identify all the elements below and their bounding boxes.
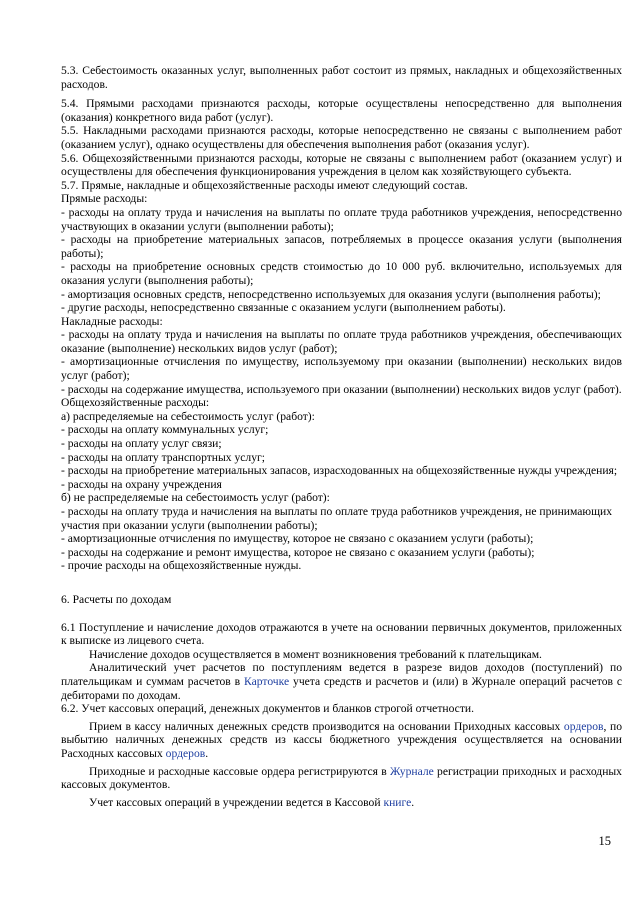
section-6-heading: 6. Расчеты по доходам bbox=[61, 592, 172, 606]
general-costs-subheading-b: б) не распределяемые на себестоимость услуг (работ): bbox=[61, 491, 330, 505]
direct-costs-item: - расходы на приобретение основных средств стоимостью до 10 000 руб. включительно, используемых для оказания услуги (выполнения работы); bbox=[61, 260, 622, 287]
overhead-costs-item: - расходы на содержание имущества, используемого при оказании (выполнении) нескольких видов услуг (работ). bbox=[61, 382, 622, 396]
paragraph-5-7: 5.7. Прямые, накладные и общехозяйственные расходы имеют следующий состав. bbox=[61, 178, 468, 192]
paragraph-5-3: 5.3. Себестоимость оказанных услуг, выполненных работ состоит из прямых, накладных и общехозяйственных расходов. bbox=[61, 64, 622, 91]
general-costs-item: - расходы на оплату услуг связи; bbox=[61, 437, 222, 451]
overhead-costs-item: - расходы на оплату труда и начисления на выплаты по оплате труда работников учреждения, обеспечивающих оказание (выполнение) нескольких видов услуг (работ); bbox=[61, 328, 622, 355]
page-number: 15 bbox=[598, 834, 611, 848]
general-costs-item: - расходы на оплату транспортных услуг; bbox=[61, 450, 265, 464]
general-costs-item: - расходы на содержание и ремонт имущества, которое не связано с оказанием услуги (работы); bbox=[61, 545, 535, 559]
orders-link[interactable]: ордеров bbox=[563, 719, 604, 733]
paragraph-analytics: Аналитический учет расчетов по поступлениям ведется в разрезе видов доходов (поступлений) по плательщикам и суммам расчетов в Карточке учета средств и расчетов и (или) в Журнале операций расчетов с дебиторами по доходам. bbox=[61, 661, 622, 702]
paragraph-6-1: 6.1 Поступление и начисление доходов отражаются в учете на основании первичных документов, приложенных к выписке из лицевого счета. bbox=[61, 620, 622, 648]
paragraph-journal: Приходные и расходные кассовые ордера регистрируются в Журнале регистрации приходных и расходных кассовых документов. bbox=[61, 764, 622, 792]
orders-link[interactable]: ордеров bbox=[165, 746, 206, 760]
general-costs-item: - расходы на оплату коммунальных услуг; bbox=[61, 423, 269, 437]
general-costs-item: - расходы на оплату труда и начисления на выплаты по оплате труда работников учреждения, не принимающих участия при оказании услуги (выполнении работы); bbox=[61, 505, 612, 532]
general-costs-item: - амортизационные отчисления по имуществу, которое не связано с оказанием услуги (работы); bbox=[61, 532, 534, 546]
card-link[interactable]: Карточке bbox=[244, 674, 290, 688]
page-body bbox=[61, 64, 622, 809]
general-costs-heading: Общехозяйственные расходы: bbox=[61, 396, 210, 410]
overhead-costs-heading: Накладные расходы: bbox=[61, 314, 163, 328]
paragraph-cash-receipt: Прием в кассу наличных денежных средств производится на основании Приходных кассовых ордеров, по выбытию наличных денежных средств из кассы бюджетного учреждения осуществляется на основании Расходных кассовых ордеров. bbox=[61, 719, 622, 760]
general-costs-subheading-a: а) распределяемые на себестоимость услуг (работ): bbox=[61, 409, 315, 423]
direct-costs-item: - другие расходы, непосредственно связанные с оказанием услуги (выполнением работы). bbox=[61, 301, 506, 315]
paragraph-5-4: 5.4. Прямыми расходами признаются расходы, которые осуществлены непосредственно для выполнения (оказания) конкретного вида работ (услуг). bbox=[61, 97, 622, 124]
journal-link[interactable]: Журнале bbox=[389, 764, 434, 778]
paragraph-income-accrual: Начисление доходов осуществляется в момент возникновения требований к плательщикам. bbox=[89, 647, 542, 661]
direct-costs-item: - расходы на оплату труда и начисления на выплаты по оплате труда работников учреждения, непосредственно участвующих в оказании услуги (выполнении работы); bbox=[61, 205, 622, 233]
cash-book-link[interactable]: книге bbox=[383, 795, 412, 809]
direct-costs-heading: Прямые расходы: bbox=[61, 192, 148, 206]
paragraph-6-2: 6.2. Учет кассовых операций, денежных документов и бланков строгой отчетности. bbox=[61, 702, 474, 716]
direct-costs-item: - амортизация основных средств, непосредственно используемых для оказания услуги (выполнения работы); bbox=[61, 287, 601, 301]
direct-costs-item: - расходы на приобретение материальных запасов, потребляемых в процессе оказания услуги (выполнения работы); bbox=[61, 233, 622, 260]
general-costs-item: - расходы на охрану учреждения bbox=[61, 477, 222, 491]
general-costs-item: - расходы на приобретение материальных запасов, израсходованных на общехозяйственные нужды учреждения; bbox=[61, 464, 618, 478]
paragraph-5-6: 5.6. Общехозяйственными признаются расходы, которые не связаны с выполнением работ (оказанием услуг) и осуществлены для обеспечения функционирования учреждения в целом как хозяйствующего субъекта. bbox=[61, 151, 622, 179]
paragraph-cash-book: Учет кассовых операций в учреждении ведется в Кассовой книге. bbox=[89, 795, 415, 809]
overhead-costs-item: - амортизационные отчисления по имуществу, используемому при оказании (выполнении) нескольких видов услуг (работ); bbox=[61, 355, 622, 383]
general-costs-item: - прочие расходы на общехозяйственные нужды. bbox=[61, 559, 302, 573]
paragraph-5-5: 5.5. Накладными расходами признаются расходы, которые непосредственно не связаны с выполнением работ (оказанием услуг), однако осуществлены для обеспечения выполнения работ (оказания услуг). bbox=[61, 124, 622, 151]
